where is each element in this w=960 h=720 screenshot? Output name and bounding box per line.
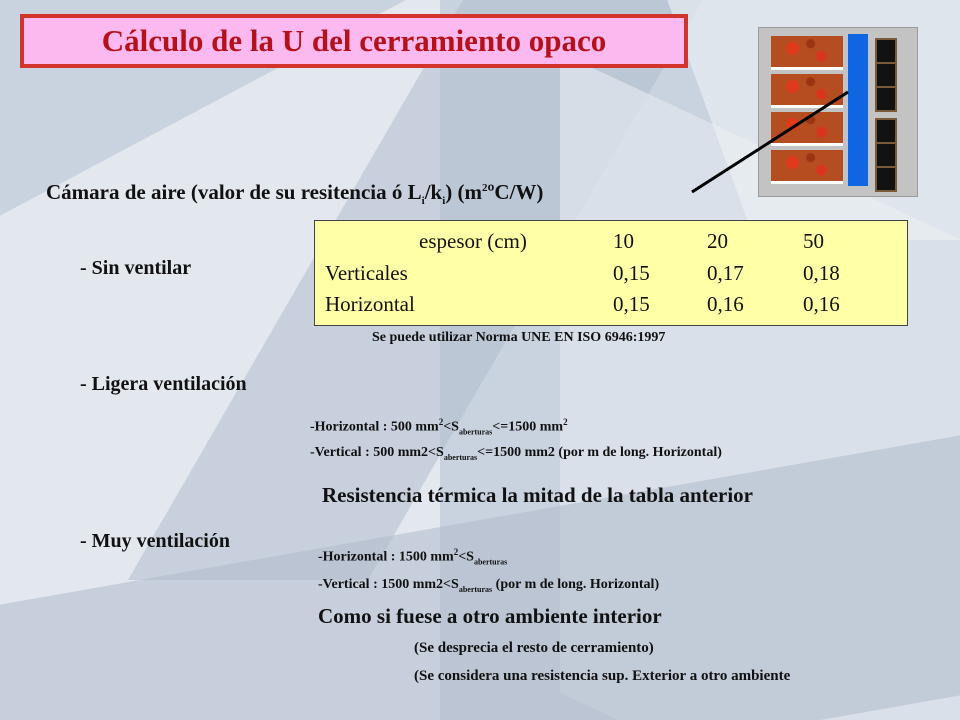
considera-note: (Se considera una resistencia sup. Exterior a otro ambiente [414,668,791,684]
como-note: Como si fuese a otro ambiente interior [318,604,662,628]
norma-note: Se puede utilizar Norma UNE EN ISO 6946:1997 [372,330,666,345]
ligera-vertical-line: -Vertical : 500 $mm2<S_{aberturas}<=1500$ mm2 (por m de long. Horizontal) [310,445,722,463]
block-cell [875,118,897,144]
muy-vertical-line: -Vertical : 1500 $mm2<S_{aberturas}$ (por m de long. Horizontal) [318,577,660,595]
muy-horizontal-line: -Horizontal : 1500 $mm^2<S_{aberturas}$ [318,547,508,567]
resistance-table: espesor (cm) 10 20 50 Verticales 0,15 0,17 0,18 Horizontal 0,15 0,16 0,16 [314,220,908,326]
block-cell [875,38,897,64]
block-cell [875,142,897,168]
resistencia-note: Resistencia térmica la mitad de la tabla anterior [322,483,753,507]
block-cell [875,62,897,88]
title-banner [20,14,688,68]
brick-layer [771,36,843,70]
ligera-conditions [310,412,722,468]
ligera-ventilacion-heading: - Ligera ventilación [80,373,247,395]
muy-conditions [318,541,659,601]
camara-heading: Cámara de aire (valor de su resitencia ó $L_i/k_i$) $(m^2ºC/W)$ [46,180,544,208]
muy-ventilacion-heading: - Muy ventilación [80,530,230,552]
ligera-horizontal-line: -Horizontal : 500 $mm^2<S_{aberturas}<=1500$ $mm^2$ [310,417,568,437]
desprecia-note: (Se desprecia el resto de cerramiento) [414,640,654,656]
page-title: Cálculo de la U del cerramiento opaco [101,23,607,58]
sin-ventilar-heading: - Sin ventilar [80,257,192,279]
pointer-arrow [680,80,860,200]
block-cell [875,86,897,112]
block-cell [875,166,897,192]
